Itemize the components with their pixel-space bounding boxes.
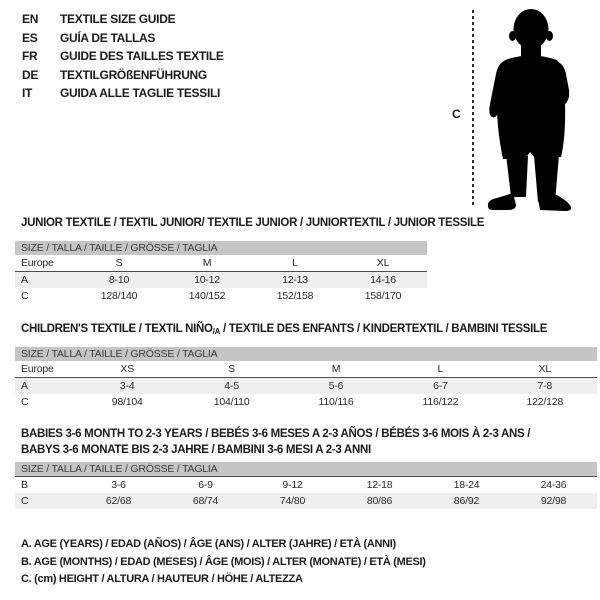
table-cell: 74/80 — [279, 495, 306, 507]
table-row — [15, 378, 597, 395]
table-cell: 9-12 — [282, 479, 303, 491]
junior-size-bar: SIZE / TALLA / TAILLE / GRÖSSE / TAGLIA — [15, 241, 427, 255]
language-row — [22, 29, 224, 48]
table-row — [15, 361, 597, 378]
table-cell: L — [388, 361, 492, 378]
height-measure-dashed-line — [472, 10, 474, 208]
junior-section-heading: JUNIOR TEXTILE / TEXTIL JUNIOR/ TEXTILE JUNIOR / JUNIORTEXTIL / JUNIOR TESSILE — [21, 217, 485, 229]
table-cell: 116/122 — [422, 396, 459, 408]
children-heading-part2: / TEXTILE DES ENFANTS / KINDERTEXTIL / BAMBINI TESSILE — [220, 323, 548, 335]
table-row — [15, 477, 597, 493]
table-row — [15, 255, 427, 272]
language-code: ES — [22, 30, 38, 45]
language-title: TEXTILE SIZE GUIDE — [60, 12, 176, 26]
table-cell: 68/74 — [192, 495, 219, 507]
language-title: TEXTILGRÖßENFÜHRUNG — [60, 67, 207, 82]
table-cell: 4-5 — [224, 380, 239, 392]
toddler-silhouette-icon — [478, 6, 574, 212]
table-cell: 158/170 — [364, 290, 402, 302]
table-cell: XL — [339, 255, 427, 272]
language-title: GUIDE DES TAILLES TEXTILE — [60, 49, 224, 63]
table-cell: 122/128 — [526, 396, 564, 408]
table-cell: 62/68 — [105, 495, 132, 507]
babies-heading-line2: BABYS 3-6 MONATE BIS 2-3 JAHRE / BAMBINI 3-6 MESI A 2-3 ANNI — [21, 444, 371, 456]
table-cell: 10-12 — [194, 274, 220, 286]
language-row — [22, 10, 224, 29]
table-cell: 6-7 — [433, 380, 448, 392]
table-row — [15, 394, 597, 410]
table-cell: 98/104 — [111, 396, 143, 408]
table-cell: 24-36 — [540, 479, 567, 491]
junior-size-table — [15, 241, 427, 304]
language-title: GUIDA ALLE TAGLIE TESSILI — [60, 86, 221, 100]
table-cell: M — [163, 255, 251, 272]
language-title: GUÍA DE TALLAS — [60, 30, 156, 45]
table-cell: 3-6 — [111, 479, 126, 491]
language-row — [22, 84, 224, 103]
children-section-heading — [21, 321, 547, 340]
language-row — [22, 66, 224, 85]
language-list — [22, 10, 224, 103]
language-code: FR — [22, 49, 38, 63]
table-cell: 8-10 — [108, 274, 130, 286]
language-code: IT — [22, 86, 33, 100]
table-cell: A — [21, 274, 28, 286]
footnote-c: C. (cm) HEIGHT / ALTURA / HAUTEUR / HÖHE / ALTEZZA — [21, 573, 303, 585]
table-cell: 12-13 — [282, 274, 308, 286]
children-size-bar: SIZE / TALLA / TAILLE / GRÖSSE / TAGLIA — [15, 347, 597, 361]
table-cell: B — [21, 479, 28, 491]
table-row — [15, 288, 427, 304]
table-cell: L — [251, 255, 339, 272]
table-cell: 3-4 — [119, 380, 135, 392]
table-cell: 92/98 — [540, 495, 567, 507]
table-cell: 86/92 — [453, 495, 480, 507]
table-cell: Europe — [15, 361, 75, 378]
table-cell: C — [21, 290, 29, 302]
table-cell: C — [21, 495, 29, 507]
table-cell: 14-16 — [370, 274, 396, 286]
table-cell: 80/86 — [366, 495, 393, 507]
table-cell: 104/110 — [213, 396, 250, 408]
language-code: EN — [22, 12, 39, 26]
table-cell: 12-18 — [366, 479, 393, 491]
footnote-b: B. AGE (MONTHS) / EDAD (MESES) / ÂGE (MOIS) / ALTER (MONATE) / ETÀ (MESI) — [21, 555, 426, 568]
table-cell: 152/158 — [276, 290, 314, 302]
babies-section-heading — [21, 426, 530, 458]
babies-heading-line1: BABIES 3-6 MONTH TO 2-3 YEARS / BEBÉS 3-6 MESES A 2-3 AÑOS / BÉBÉS 3-6 MOIS À 2-3 ANS / — [21, 428, 531, 440]
table-cell: XL — [493, 361, 597, 378]
table-cell: XS — [75, 361, 179, 378]
table-cell: S — [75, 255, 163, 272]
table-cell: A — [21, 380, 28, 392]
babies-size-table — [15, 462, 597, 509]
table-row — [15, 272, 427, 289]
table-cell: 6-9 — [198, 479, 213, 491]
footnote-a: A. AGE (YEARS) / EDAD (AÑOS) / ÂGE (ANS) / ALTER (JAHRE) / ETÀ (ANNI) — [21, 538, 396, 550]
language-row — [22, 47, 224, 66]
table-cell: 5-6 — [328, 380, 344, 392]
table-cell: S — [179, 361, 283, 378]
children-heading-subscript: /A — [212, 327, 221, 336]
height-measure-label: C — [452, 107, 461, 121]
babies-size-bar: SIZE / TALLA / TAILLE / GRÖSSE / TAGLIA — [15, 462, 597, 477]
language-code: DE — [22, 67, 39, 82]
table-cell: 18-24 — [453, 479, 480, 491]
table-cell: 7-8 — [537, 380, 553, 392]
table-cell: 128/140 — [100, 290, 138, 302]
footnotes — [21, 536, 426, 589]
table-cell: M — [284, 361, 388, 378]
table-cell: 140/152 — [188, 290, 226, 302]
table-cell: Europe — [15, 255, 75, 272]
table-cell: C — [21, 396, 29, 408]
table-cell: 110/116 — [318, 396, 354, 408]
children-size-table — [15, 347, 597, 410]
children-heading-part1: CHILDREN'S TEXTILE / TEXTIL NIÑO — [21, 323, 213, 335]
table-row — [15, 493, 597, 509]
